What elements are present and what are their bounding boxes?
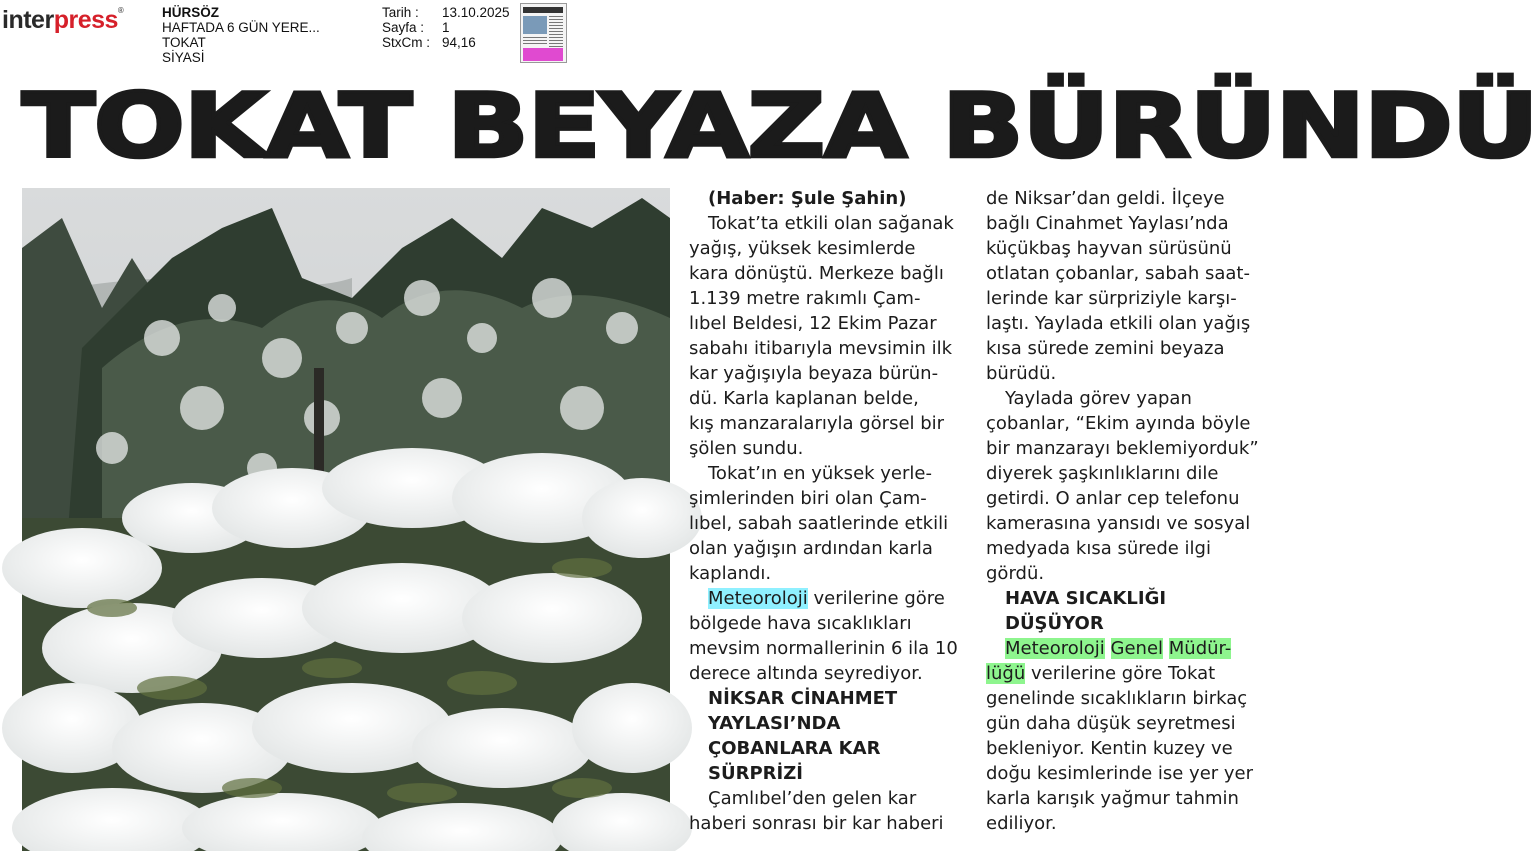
article-column-2 [986, 186, 1271, 836]
paragraph-3: Meteoroloji verilerine göre bölgede hava sıcaklıkları mevsim normallerinin 6 ila 10 derece altında seyrediyor. [689, 588, 958, 684]
stxcm-value: 94,16 [442, 35, 476, 50]
publication-section: SİYASİ [162, 50, 205, 65]
page-thumbnail[interactable] [520, 3, 567, 63]
date-value: 13.10.2025 [442, 5, 510, 20]
paragraph-4: Çamlıbel’den gelen kar haberi sonrası bir kar haberi [689, 788, 944, 834]
clipping-meta-left [162, 5, 320, 65]
highlight-lugu: lüğü [986, 663, 1026, 684]
byline: (Haber: Şule Şahin) [708, 188, 907, 209]
interpress-logo: interpress® [2, 6, 124, 34]
snow-covered-trees-photo [22, 188, 670, 851]
paragraph-2: Tokat’ın en yüksek yerle- şimlerinden biri olan Çam- lıbel, sabah saatlerinde etkili olan yağışın ardından karla kaplandı. [689, 463, 949, 584]
publication-name: HÜRSÖZ [162, 5, 219, 20]
publication-city: TOKAT [162, 35, 206, 50]
headline: TOKAT BEYAZA BÜRÜNDÜ [22, 74, 1538, 178]
paragraph-7: Meteoroloji Genel Müdür- lüğü verilerine göre Tokat genelinde sıcaklıkların birkaç gün daha düşük seyretmesi bekleniyor. Kentin kuzey ve doğu kesimlerinde ise yer yer karla karışık yağmur tahmin ediliyor. [986, 638, 1254, 834]
article-column-1 [689, 186, 964, 836]
page-label: Sayfa : [382, 20, 425, 35]
paragraph-5: de Niksar’dan geldi. İlçeye bağlı Cinahmet Yaylası’nda küçükbaş hayvan sürüsünü otlatan çobanlar, sabah saat- lerinde kar sürpriziyle karşı- laştı. Yaylada etkili olan yağış kısa sürede zemini beyaza bürüdü. [986, 188, 1251, 384]
subheading-niksar: NİKSAR CİNAHMET YAYLASI’NDA ÇOBANLARA KAR SÜRPRİZİ [708, 688, 898, 784]
highlight-meteoroloji: Meteoroloji [708, 588, 808, 609]
publication-frequency: HAFTADA 6 GÜN YERE... [162, 20, 320, 35]
highlight-mudur: Müdür- [1168, 638, 1232, 659]
highlight-meteoroloji-2: Meteoroloji [1005, 638, 1105, 659]
paragraph-1: Tokat’ta etkili olan sağanak yağış, yüksek kesimlerde kara dönüştü. Merkeze bağlı 1.139 metre rakımlı Çam- lıbel Beldesi, 12 Ekim Pazar sabahı itibarıyla mevsimin ilk kar yağışıyla beyaza bürün- dü. Karla kaplanan belde, kış manzaralarıyla görsel bir şölen sundu. [689, 213, 954, 459]
page-value: 1 [442, 20, 450, 35]
stxcm-label: StxCm : [382, 35, 431, 50]
date-label: Tarih : [382, 5, 419, 20]
subheading-hava-sicakligi: HAVA SICAKLIĞI DÜŞÜYOR [1005, 588, 1167, 634]
clipping-meta-right [382, 5, 510, 50]
paragraph-6: Yaylada görev yapan çobanlar, “Ekim ayında böyle bir manzarayı beklemiyorduk” diyerek şaşkınlıklarını dile getirdi. O anlar cep telefonu kamerasına yansıdı ve sosyal medyada kısa sürede ilgi gördü. [986, 388, 1259, 584]
highlight-genel: Genel [1110, 638, 1164, 659]
